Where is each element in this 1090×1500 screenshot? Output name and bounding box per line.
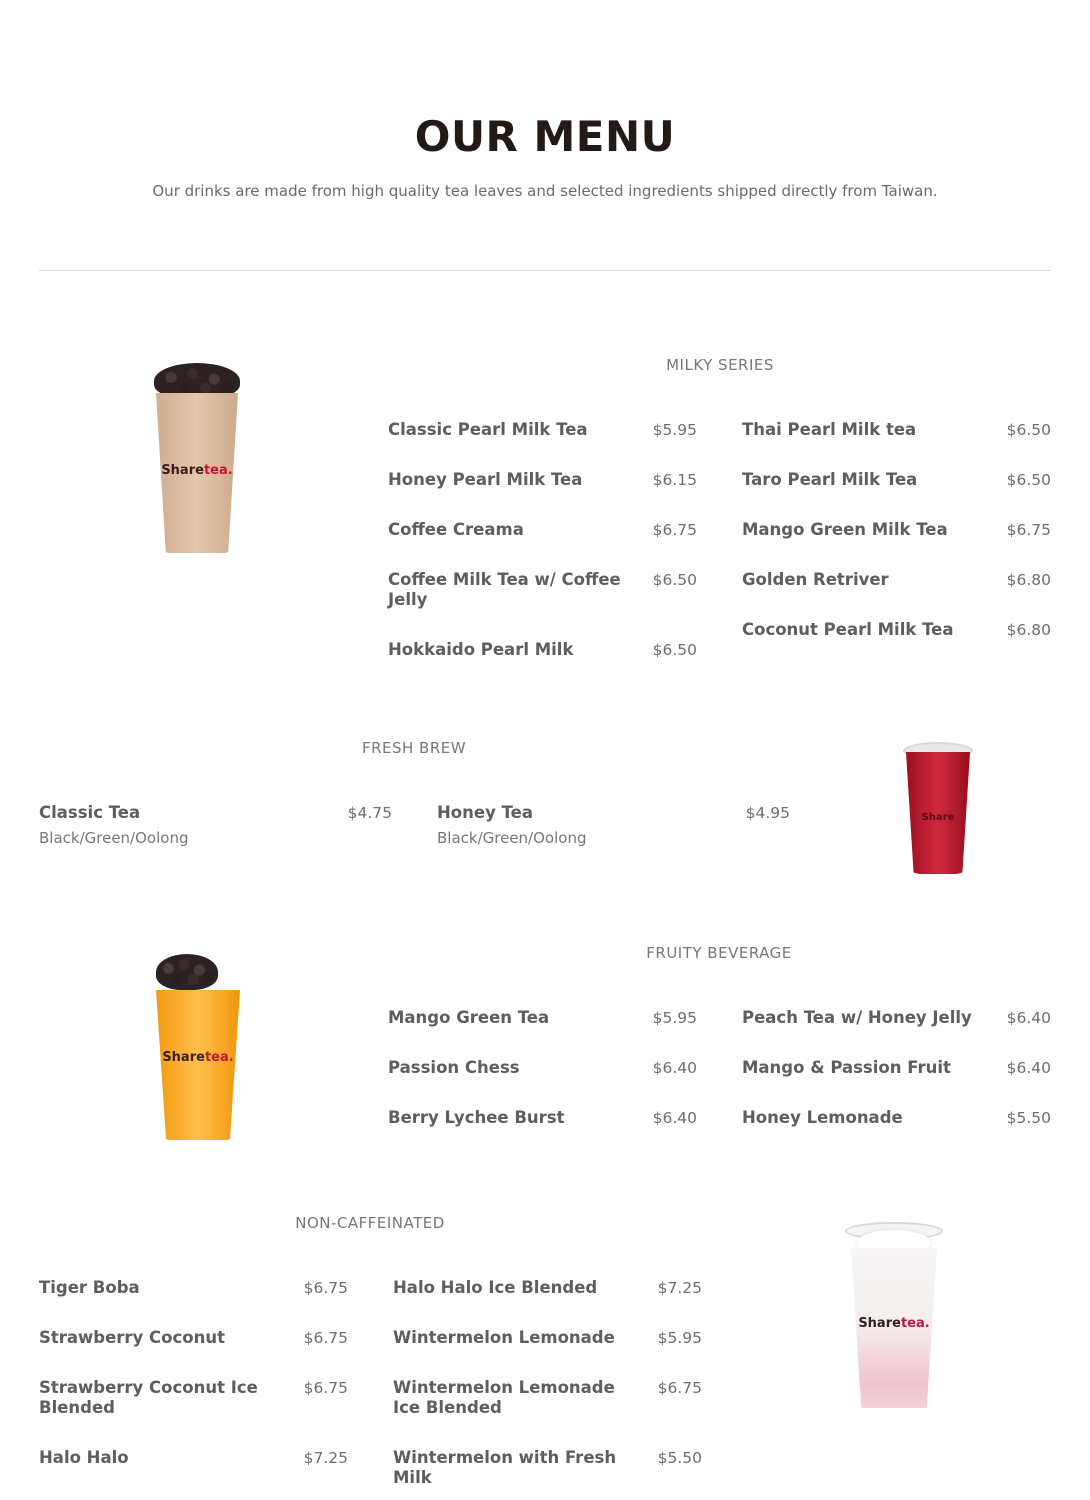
menu-item-description: Black/Green/Oolong — [437, 829, 587, 847]
menu-item-name: Tiger Boba — [39, 1278, 140, 1297]
menu-item-price: $7.25 — [657, 1279, 702, 1297]
page-subtitle: Our drinks are made from high quality tea leaves and selected ingredients shipped directly from Taiwan. — [152, 182, 938, 200]
menu-item — [388, 1108, 697, 1128]
menu-item-name: Classic Pearl Milk Tea — [388, 420, 588, 439]
menu-item — [39, 1448, 348, 1468]
sharetea-logo: Share — [921, 812, 955, 823]
menu-item-name: Mango Green Tea — [388, 1008, 550, 1027]
section-title-noncaf: NON-CAFFEINATED — [295, 1214, 445, 1232]
menu-item — [742, 1108, 1051, 1128]
menu-item-price: $6.15 — [652, 471, 697, 489]
section-title-milky: MILKY SERIES — [666, 356, 774, 374]
menu-item — [393, 1328, 702, 1348]
fresh-item-classic — [39, 803, 392, 848]
menu-item-price: $7.25 — [303, 1449, 348, 1467]
menu-item-name: Strawberry Coconut — [39, 1328, 226, 1347]
menu-item-price: $6.50 — [652, 641, 697, 659]
menu-item-name: Coffee Creama — [388, 520, 524, 539]
menu-item-price: $5.95 — [652, 1009, 697, 1027]
menu-item-price: $5.50 — [1006, 1109, 1051, 1127]
menu-item-name: Halo Halo Ice Blended — [393, 1278, 598, 1297]
menu-item-name: Wintermelon Lemonade Ice Blended — [393, 1378, 615, 1417]
menu-item-name: Mango Green Milk Tea — [742, 520, 948, 539]
milky-list-left — [388, 420, 697, 690]
menu-item — [393, 1378, 702, 1418]
menu-item-name: Coffee Milk Tea w/ Coffee Jelly — [388, 570, 621, 609]
menu-item-price: $6.40 — [1006, 1009, 1051, 1027]
menu-item-name: Mango & Passion Fruit — [742, 1058, 951, 1077]
menu-item-name: Halo Halo — [39, 1448, 129, 1467]
noncaf-list-right — [393, 1278, 702, 1500]
menu-item — [388, 470, 697, 490]
menu-item — [39, 803, 392, 848]
menu-item-price: $6.75 — [303, 1279, 348, 1297]
menu-item-price: $6.40 — [652, 1109, 697, 1127]
menu-item — [39, 1278, 348, 1298]
menu-item-name: Peach Tea w/ Honey Jelly — [742, 1008, 972, 1027]
menu-item-name: Berry Lychee Burst — [388, 1108, 565, 1127]
noncaf-list-left — [39, 1278, 348, 1498]
menu-item — [742, 470, 1051, 490]
menu-item-price: $6.75 — [303, 1379, 348, 1397]
red-tea-cup-image — [903, 742, 973, 877]
section-title-fruity: FRUITY BEVERAGE — [646, 944, 792, 962]
menu-item-price: $6.75 — [652, 521, 697, 539]
menu-item — [742, 1058, 1051, 1078]
menu-item — [742, 420, 1051, 440]
menu-item-name: Golden Retriver — [742, 570, 889, 589]
menu-item — [388, 420, 697, 440]
menu-item-price: $6.80 — [1006, 621, 1051, 639]
menu-item — [393, 1278, 702, 1298]
fresh-item-honey — [437, 803, 790, 848]
menu-item-name: Taro Pearl Milk Tea — [742, 470, 918, 489]
page-title: OUR MENU — [414, 112, 676, 161]
menu-item-name: Thai Pearl Milk tea — [742, 420, 917, 439]
menu-item — [437, 803, 790, 848]
section-title-fresh: FRESH BREW — [361, 739, 467, 757]
pearls-topping — [156, 954, 218, 990]
fruity-list-right — [742, 1008, 1051, 1158]
menu-item-price: $6.75 — [303, 1329, 348, 1347]
menu-item — [39, 1378, 348, 1418]
strawberry-cup-image — [845, 1222, 943, 1412]
fruit-tea-cup-image — [150, 948, 246, 1143]
menu-item-price: $6.75 — [657, 1379, 702, 1397]
menu-item-name: Passion Chess — [388, 1058, 520, 1077]
sharetea-logo: Sharetea. — [858, 1316, 930, 1331]
menu-item-name: Wintermelon Lemonade — [393, 1328, 615, 1347]
menu-item-name: Honey Tea — [437, 803, 533, 822]
menu-item-name: Honey Pearl Milk Tea — [388, 470, 583, 489]
menu-item-name: Hokkaido Pearl Milk — [388, 640, 574, 659]
menu-item-price: $6.40 — [1006, 1059, 1051, 1077]
menu-item-price: $5.95 — [652, 421, 697, 439]
menu-item-price: $6.50 — [1006, 471, 1051, 489]
milky-list-right — [742, 420, 1051, 670]
menu-item — [388, 570, 697, 610]
sharetea-logo: Sharetea. — [161, 463, 233, 478]
menu-item-name: Honey Lemonade — [742, 1108, 903, 1127]
menu-item-price: $5.50 — [657, 1449, 702, 1467]
menu-item — [742, 620, 1051, 640]
menu-item-price: $5.95 — [657, 1329, 702, 1347]
menu-item — [742, 570, 1051, 590]
menu-item-name: Classic Tea — [39, 803, 141, 822]
menu-item — [388, 640, 697, 660]
menu-item-name: Wintermelon with Fresh Milk — [393, 1448, 617, 1487]
menu-item — [393, 1448, 702, 1488]
menu-item-price: $6.75 — [1006, 521, 1051, 539]
menu-item — [742, 520, 1051, 540]
milk-tea-cup-image — [148, 345, 246, 555]
divider — [39, 270, 1051, 271]
menu-item-price: $6.40 — [652, 1059, 697, 1077]
menu-item-price: $6.80 — [1006, 571, 1051, 589]
menu-item-name: Strawberry Coconut Ice Blended — [39, 1378, 258, 1417]
menu-item — [39, 1328, 348, 1348]
menu-item-price: $6.50 — [1006, 421, 1051, 439]
sharetea-logo: Sharetea. — [162, 1050, 234, 1065]
menu-item-name: Coconut Pearl Milk Tea — [742, 620, 954, 639]
menu-item — [742, 1008, 1051, 1028]
menu-item-description: Black/Green/Oolong — [39, 829, 189, 847]
menu-item — [388, 1008, 697, 1028]
fruity-list-left — [388, 1008, 697, 1158]
menu-item-price: $4.75 — [347, 804, 392, 822]
menu-item-price: $4.95 — [745, 804, 790, 822]
menu-item — [388, 1058, 697, 1078]
menu-item — [388, 520, 697, 540]
menu-item-price: $6.50 — [652, 571, 697, 589]
